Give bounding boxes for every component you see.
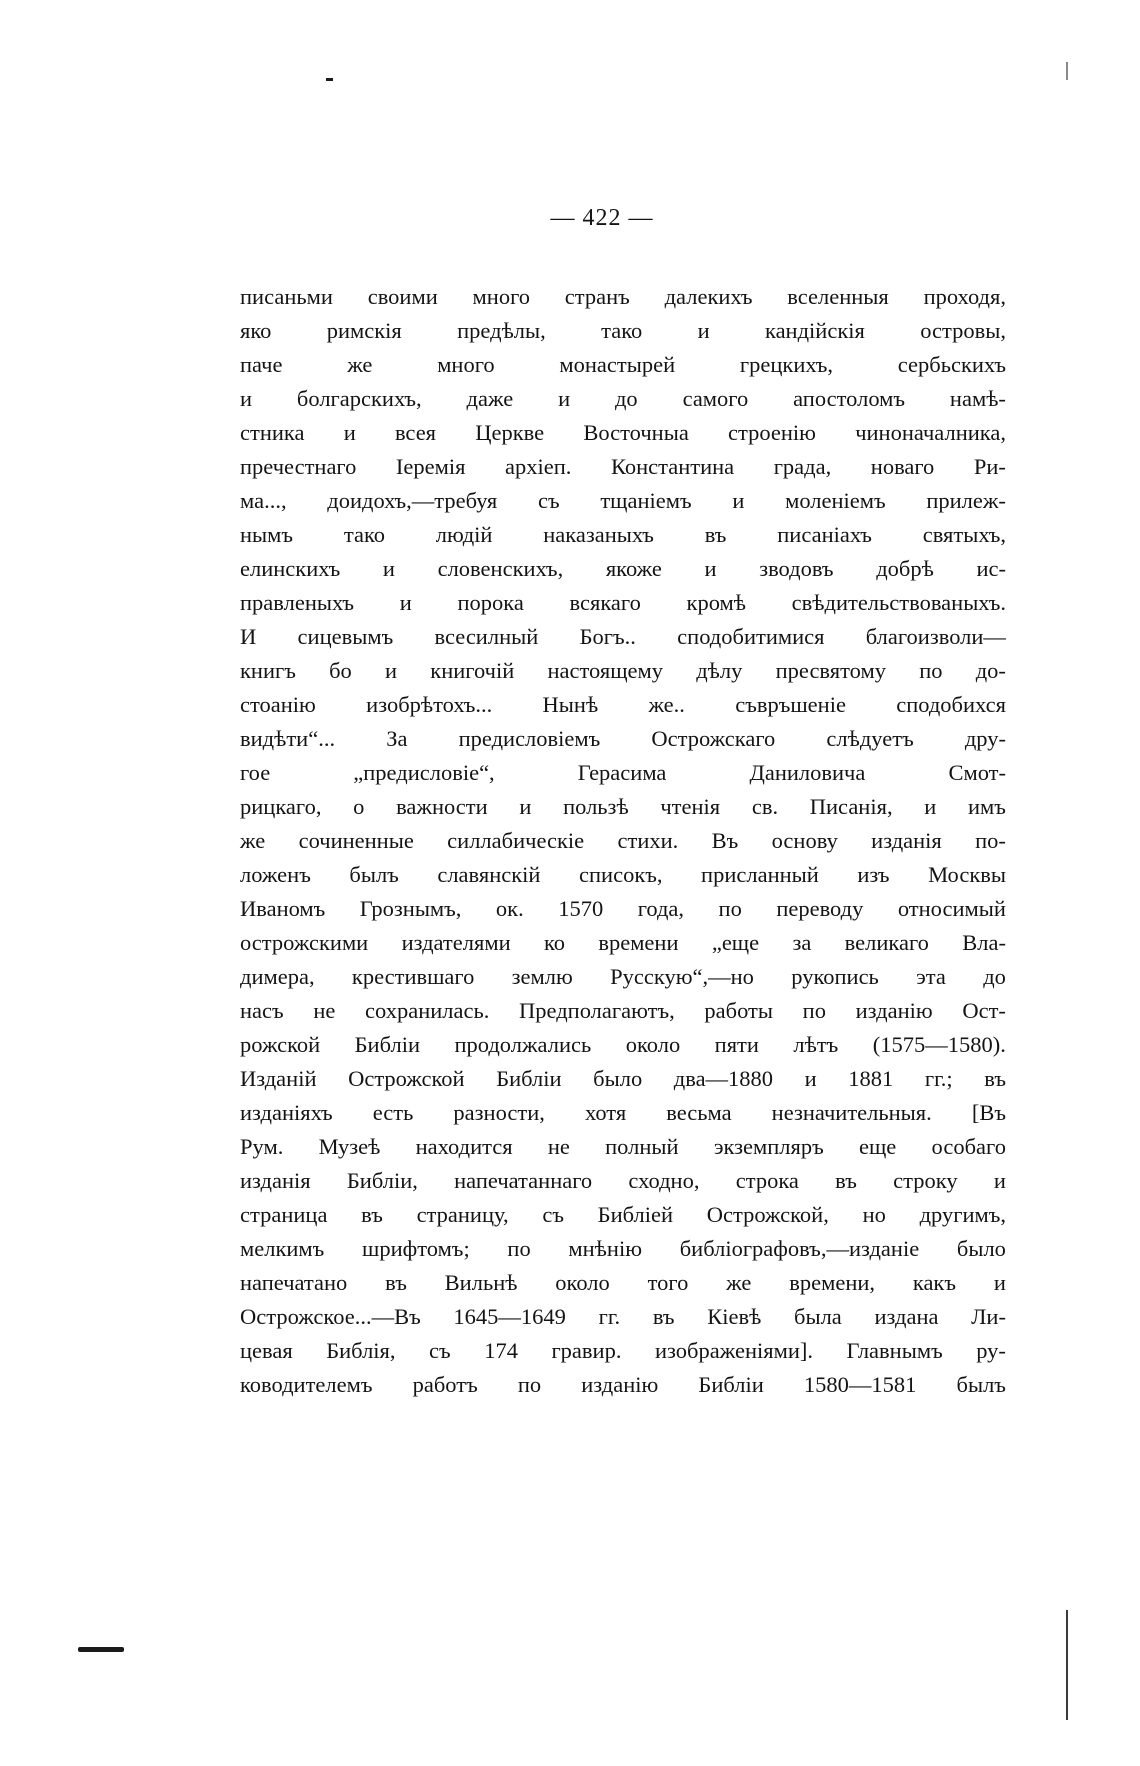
text-word: насъ (240, 998, 284, 1023)
text-word: мелкимъ (240, 1236, 325, 1261)
text-word: былъ (349, 862, 399, 887)
text-word: града, (773, 454, 832, 479)
text-word: переводу (776, 896, 864, 921)
text-word: грецкихъ, (739, 352, 834, 377)
text-word: яко (240, 318, 272, 343)
text-word: 1645—1649 (453, 1304, 566, 1329)
text-word: и (993, 1168, 1006, 1193)
text-word: было (593, 1066, 643, 1091)
text-word: ок. (495, 896, 524, 921)
text-word: проходя, (923, 284, 1006, 309)
scan-speck (326, 78, 333, 81)
text-word: находится (415, 1134, 513, 1159)
text-word: нымъ (240, 522, 294, 547)
text-word: работъ (412, 1372, 478, 1397)
text-word: силлабическіе (447, 828, 585, 853)
text-word: и (697, 318, 710, 343)
text-word: не (547, 1134, 570, 1159)
text-line (240, 1096, 1006, 1130)
text-word: основу (771, 828, 838, 853)
text-word: и (704, 556, 717, 581)
text-word: продолжались (454, 1032, 592, 1057)
text-word: особаго (931, 1134, 1006, 1159)
text-word: предисловіемъ (458, 726, 601, 751)
text-word: Вильнѣ (444, 1270, 518, 1295)
text-line (240, 960, 1006, 994)
text-word: не (313, 998, 336, 1023)
text-word: тако (343, 522, 385, 547)
text-line (240, 450, 1006, 484)
text-word: съ (429, 1338, 451, 1363)
text-word: гг. (598, 1304, 621, 1329)
text-line (240, 892, 1006, 926)
text-line (240, 348, 1006, 382)
text-word: стоанію (240, 692, 316, 717)
text-word: (1575—1580). (872, 1032, 1006, 1057)
text-word: всесилный (434, 624, 539, 649)
text-word: за (792, 930, 812, 955)
text-word: гое (240, 760, 271, 785)
text-word: строенію (728, 420, 816, 445)
page-number: — 422 — (550, 205, 654, 231)
text-word: Библіи (354, 1032, 420, 1057)
text-word: ко (543, 930, 565, 955)
text-word: Библіи (496, 1066, 562, 1091)
text-word: рожской (240, 1032, 321, 1057)
text-word: было (956, 1236, 1006, 1261)
text-word: апостоломъ (793, 386, 906, 411)
text-line (240, 1028, 1006, 1062)
text-line (240, 280, 1006, 314)
text-word: же.. (648, 692, 685, 717)
text-word: ложенъ (240, 862, 311, 887)
text-word: другимъ, (919, 1202, 1006, 1227)
text-line (240, 824, 1006, 858)
text-word: славянскій (437, 862, 541, 887)
text-word: въ (385, 1270, 407, 1295)
text-word: незначительныя. (771, 1100, 932, 1125)
text-word: пречестнаго (240, 454, 357, 479)
text-word: изъ (857, 862, 890, 887)
text-word: якоже (605, 556, 662, 581)
text-word: и (993, 1270, 1006, 1295)
text-word: же (726, 1270, 752, 1295)
text-word: видѣти“... (240, 726, 336, 751)
text-word: Грознымъ, (359, 896, 462, 921)
text-word: Кіевѣ (707, 1304, 762, 1329)
text-word: Въ (711, 828, 739, 853)
text-word: съвръшеніе (735, 692, 846, 717)
text-word: времени, (789, 1270, 876, 1295)
text-line (240, 1130, 1006, 1164)
text-word: лѣтъ (793, 1032, 839, 1057)
text-word: Богъ.. (579, 624, 636, 649)
text-word: списокъ, (579, 862, 663, 887)
text-word: какъ (912, 1270, 957, 1295)
text-word: благоизволи— (865, 624, 1006, 649)
text-word: 1570 (558, 896, 604, 921)
text-word: моленіемъ (785, 488, 886, 513)
text-word: своими (367, 284, 438, 309)
text-word: сподобихся (896, 692, 1006, 717)
text-word: чтенія (660, 794, 721, 819)
text-word: сохранилась. (365, 998, 490, 1023)
text-word: словенскихъ, (437, 556, 564, 581)
text-word: Даниловича (749, 760, 866, 785)
text-line (240, 1334, 1006, 1368)
text-word: времени (598, 930, 679, 955)
text-word: Іеремія (395, 454, 466, 479)
text-word: же (240, 828, 266, 853)
text-word: издана (874, 1304, 939, 1329)
text-word: строка (735, 1168, 799, 1193)
text-word: Русскую“,—но (610, 964, 754, 989)
text-word: Главнымъ (846, 1338, 943, 1363)
text-line (240, 1232, 1006, 1266)
text-word: напечатаннаго (454, 1168, 593, 1193)
text-word: былъ (956, 1372, 1006, 1397)
text-word: стника (240, 420, 305, 445)
text-word: острожскими (240, 930, 369, 955)
text-word: года, (637, 896, 685, 921)
text-word: изданія (240, 1168, 311, 1193)
text-word: работы (704, 998, 773, 1023)
text-word: Острожское...—Въ (240, 1304, 421, 1329)
text-word: много (472, 284, 530, 309)
text-word: Москвы (928, 862, 1006, 887)
text-word: изданія (871, 828, 942, 853)
text-word: по- (975, 828, 1006, 853)
text-word: св. (751, 794, 779, 819)
text-word: зводовъ (759, 556, 834, 581)
text-word: „предисловіе“, (353, 760, 495, 785)
text-word: димера, (240, 964, 315, 989)
text-word: дру- (964, 726, 1006, 751)
text-word: до (614, 386, 638, 411)
text-word: Иваномъ (240, 896, 326, 921)
text-word: рицкаго, (240, 794, 322, 819)
text-word: и (382, 556, 395, 581)
text-word: по (802, 998, 826, 1023)
text-word: болгарскихъ, (296, 386, 422, 411)
text-word: странъ (564, 284, 630, 309)
text-word: относимый (897, 896, 1006, 921)
text-word: И (240, 624, 257, 649)
text-word: 1881 (848, 1066, 894, 1091)
text-word: слѣдуетъ (826, 726, 914, 751)
text-word: того (647, 1270, 689, 1295)
text-word: всея (394, 420, 437, 445)
text-word: паче (240, 352, 283, 377)
text-word: напечатано (240, 1270, 348, 1295)
text-line (240, 994, 1006, 1028)
text-word: библіографовъ,—изданіе (679, 1236, 920, 1261)
text-word: писаньми (240, 284, 333, 309)
text-word: предѣлы, (457, 318, 546, 343)
text-word: сицевымъ (297, 624, 394, 649)
text-word: свѣдительствованыхъ. (791, 590, 1006, 615)
text-word: по (507, 1236, 531, 1261)
text-word: была (794, 1304, 842, 1329)
text-word: по (919, 658, 943, 683)
text-word: до (983, 964, 1006, 989)
text-word: островы, (920, 318, 1006, 343)
text-word: присланный (701, 862, 819, 887)
text-word: около (625, 1032, 681, 1057)
text-word: кромѣ (686, 590, 746, 615)
text-word: гг.; (924, 1066, 953, 1091)
text-word: страницу, (416, 1202, 509, 1227)
text-line (240, 586, 1006, 620)
text-line (240, 654, 1006, 688)
text-word: Герасима (577, 760, 667, 785)
text-word: въ (652, 1304, 675, 1329)
text-line (240, 1266, 1006, 1300)
text-word: святыхъ, (922, 522, 1006, 547)
text-word: въ (984, 1066, 1006, 1091)
text-word: же (347, 352, 373, 377)
text-word: имъ (968, 794, 1006, 819)
text-word: стихи. (617, 828, 679, 853)
text-word: наказаныхъ (543, 522, 654, 547)
text-word: въ (835, 1168, 857, 1193)
text-line (240, 518, 1006, 552)
text-word: разности, (453, 1100, 545, 1125)
text-word: еще (858, 1134, 897, 1159)
text-word: изобрѣтохъ... (366, 692, 493, 717)
text-word: Церкве (475, 420, 545, 445)
text-word: Библіи (698, 1372, 764, 1397)
text-word: ис- (976, 556, 1006, 581)
text-word: За (386, 726, 408, 751)
text-word: Смот- (948, 760, 1006, 785)
text-word: и (558, 386, 571, 411)
scan-edge-tick (1066, 62, 1068, 80)
text-word: о (353, 794, 365, 819)
text-word: есть (372, 1100, 414, 1125)
text-word: тщаніемъ (600, 488, 692, 513)
text-word: римскія (326, 318, 402, 343)
text-line (240, 858, 1006, 892)
text-line (240, 382, 1006, 416)
text-word: въ (361, 1202, 383, 1227)
text-word: даже (466, 386, 514, 411)
text-word: Предполагаютъ, (519, 998, 675, 1023)
text-word: Библіи, (346, 1168, 418, 1193)
text-word: съ (542, 1202, 564, 1227)
text-word: сподобитимися (677, 624, 825, 649)
text-line (240, 926, 1006, 960)
text-word: Острожской (348, 1066, 465, 1091)
text-word: дѣлу (696, 658, 743, 683)
text-word: страница (240, 1202, 328, 1227)
text-word: сходно, (628, 1168, 700, 1193)
text-word: доидохъ,—требуя (327, 488, 498, 513)
text-word: хотя (584, 1100, 627, 1125)
text-word: „еще (711, 930, 760, 955)
text-word: ру- (976, 1338, 1006, 1363)
text-word: землю (511, 964, 573, 989)
text-word: и (385, 658, 398, 683)
text-word: Рум. (240, 1134, 284, 1159)
text-word: архіеп. (505, 454, 572, 479)
text-word: великаго (844, 930, 929, 955)
text-word: но (862, 1202, 886, 1227)
text-word: Ли- (971, 1304, 1006, 1329)
text-word: прилеж- (926, 488, 1006, 513)
text-line (240, 1368, 1006, 1402)
text-word: самого (682, 386, 749, 411)
text-word: пяти (714, 1032, 759, 1057)
text-line (240, 1164, 1006, 1198)
text-word: около (555, 1270, 610, 1295)
text-line (240, 552, 1006, 586)
text-word: писаніахъ (777, 522, 872, 547)
text-line (240, 756, 1006, 790)
text-word: Писанія, (809, 794, 893, 819)
text-word: чиноначалника, (855, 420, 1006, 445)
text-line (240, 416, 1006, 450)
text-word: по (517, 1372, 542, 1397)
text-word: экземпляръ (713, 1134, 824, 1159)
text-word: пользѣ (563, 794, 629, 819)
text-word: и (804, 1066, 817, 1091)
text-word: всякаго (569, 590, 641, 615)
text-word: много (437, 352, 495, 377)
text-word: Библія, (326, 1338, 396, 1363)
text-word: изображеніями]. (654, 1338, 813, 1363)
text-line (240, 1198, 1006, 1232)
text-word: съ (538, 488, 560, 513)
text-word: мнѣнію (568, 1236, 643, 1261)
text-word: Ост- (962, 998, 1006, 1023)
text-line (240, 484, 1006, 518)
text-word: шрифтомъ; (362, 1236, 470, 1261)
text-line (240, 620, 1006, 654)
text-word: 174 (484, 1338, 518, 1363)
text-word: и (924, 794, 937, 819)
scan-margin-dash (78, 1647, 124, 1652)
text-word: сочиненные (298, 828, 414, 853)
text-word: книгъ (240, 658, 296, 683)
text-word: изданію (581, 1372, 659, 1397)
text-word: Острожскаго (651, 726, 776, 751)
text-word: полный (605, 1134, 679, 1159)
text-word: намѣ- (949, 386, 1006, 411)
text-word: въ (704, 522, 727, 547)
text-word: Вла- (962, 930, 1006, 955)
text-word: тако (601, 318, 643, 343)
text-word: Нынѣ (542, 692, 599, 717)
text-word: цевая (240, 1338, 293, 1363)
text-word: два—1880 (673, 1066, 774, 1091)
text-word: добрѣ (876, 556, 934, 581)
text-word: порока (457, 590, 524, 615)
text-word: [Въ (971, 1100, 1006, 1125)
text-word: кандійскія (764, 318, 865, 343)
text-word: и (519, 794, 532, 819)
text-line (240, 314, 1006, 348)
text-word: пресвятому (775, 658, 886, 683)
text-word: рукопись (791, 964, 879, 989)
text-word: и (343, 420, 356, 445)
text-word: сербьскихъ (897, 352, 1006, 377)
text-word: весьма (666, 1100, 732, 1125)
text-word: бо (329, 658, 352, 683)
text-line (240, 688, 1006, 722)
text-word: Изданій (240, 1066, 317, 1091)
text-word: крестившаго (351, 964, 475, 989)
text-word: книгочій (430, 658, 515, 683)
text-word: настоящему (547, 658, 664, 683)
text-word: и (240, 386, 253, 411)
text-word: и (399, 590, 412, 615)
text-word: строку (893, 1168, 958, 1193)
text-word: и (732, 488, 745, 513)
text-word: важности (396, 794, 488, 819)
text-line (240, 1300, 1006, 1334)
text-line (240, 722, 1006, 756)
text-word: до- (975, 658, 1006, 683)
text-word: вселенныя (787, 284, 889, 309)
text-word: новаго (870, 454, 935, 479)
text-word: изданіяхъ (240, 1100, 333, 1125)
text-word: Константина (610, 454, 735, 479)
text-word: изданію (855, 998, 933, 1023)
text-word: Библіей (597, 1202, 674, 1227)
text-word: Ри- (973, 454, 1006, 479)
text-word: Острожской, (706, 1202, 829, 1227)
text-word: Музеѣ (318, 1134, 381, 1159)
text-word: далекихъ (664, 284, 753, 309)
text-word: гравир. (551, 1338, 622, 1363)
text-word: по (718, 896, 742, 921)
text-word: ма..., (240, 488, 287, 513)
text-line (240, 790, 1006, 824)
text-word: монастырей (559, 352, 676, 377)
text-word: правленыхъ (240, 590, 355, 615)
text-word: ководителемъ (240, 1372, 373, 1397)
body-text (240, 280, 1006, 1402)
scan-edge-rule (1066, 1610, 1068, 1720)
text-word: елинскихъ (240, 556, 341, 581)
text-word: Восточныа (583, 420, 689, 445)
text-word: 1580—1581 (803, 1372, 917, 1397)
text-word: издателями (401, 930, 511, 955)
text-word: эта (916, 964, 946, 989)
text-line (240, 1062, 1006, 1096)
text-word: людій (435, 522, 493, 547)
